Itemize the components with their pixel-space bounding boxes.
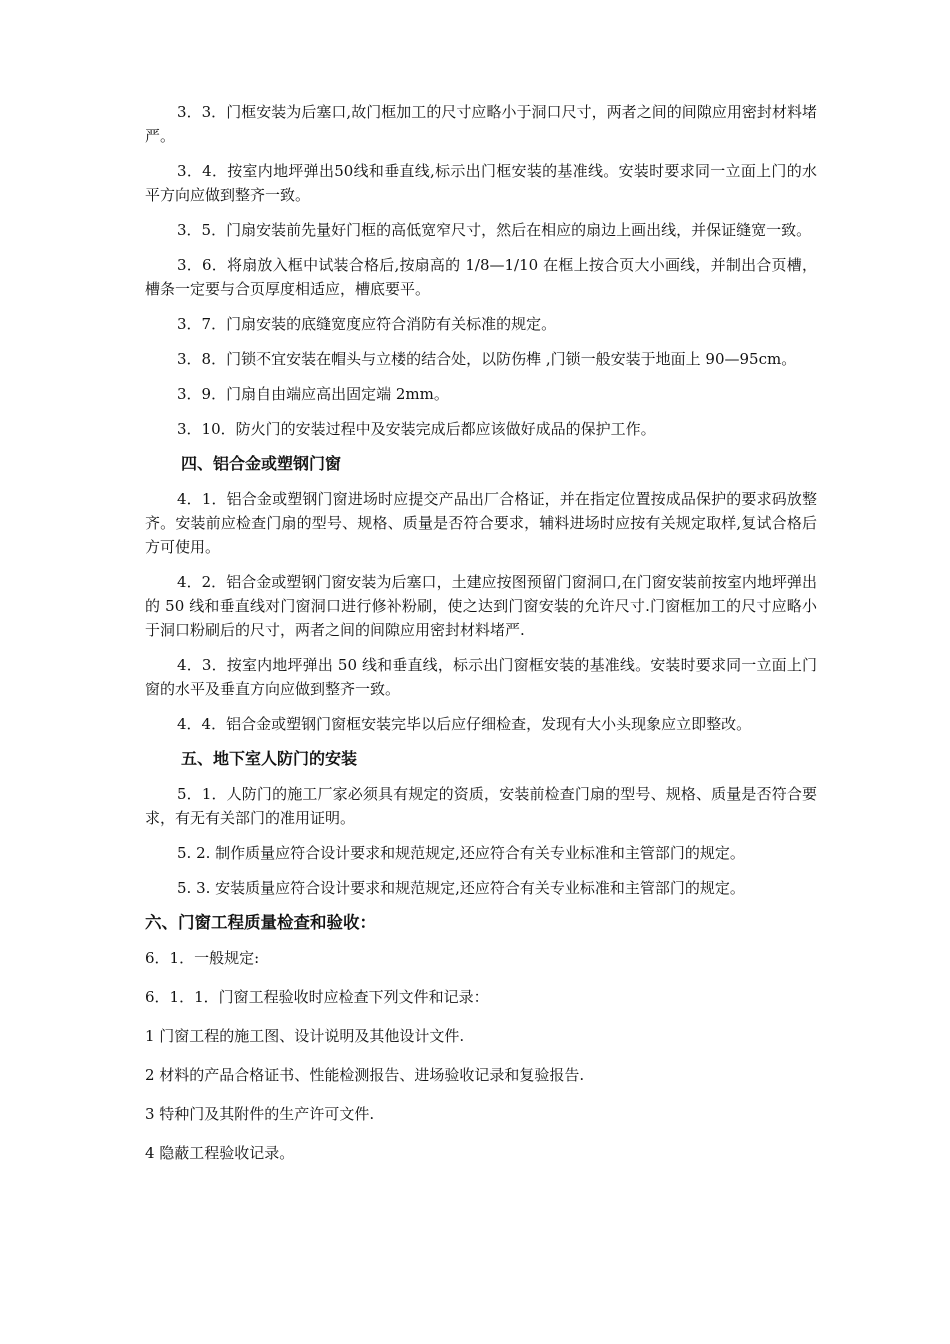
section-heading-5: 五、地下室人防门的安装 bbox=[181, 749, 358, 768]
paragraph-3-10: 3．10．防火门的安装过程中及安装完成后都应该做好成品的保护工作。 bbox=[177, 420, 656, 438]
paragraph-3-9: 3．9．门扇自由端应高出固定端 2mm。 bbox=[177, 385, 449, 403]
paragraph-6-1: 6．1．一般规定: bbox=[145, 949, 260, 967]
section-heading-4: 四、铝合金或塑钢门窗 bbox=[181, 454, 342, 473]
paragraph-5-2: 5. 2. 制作质量应符合设计要求和规范规定,还应符合有关专业标准和主管部门的规定。 bbox=[177, 844, 745, 862]
paragraph-3-4: 3．4．按室内地坪弹出50线和垂直线,标示出门框安装的基准线。安装时要求同一立面上门的水平方向应做到整齐一致。 bbox=[145, 162, 817, 204]
document-page bbox=[145, 100, 817, 1180]
list-item-3: 3 特种门及其附件的生产许可文件. bbox=[145, 1105, 375, 1123]
section-heading-6: 六、门窗工程质量检查和验收： bbox=[145, 913, 376, 932]
paragraph-5-3: 5. 3. 安装质量应符合设计要求和规范规定,还应符合有关专业标准和主管部门的规定。 bbox=[177, 879, 745, 897]
paragraph-4-4: 4．4．铝合金或塑钢门窗框安装完毕以后应仔细检查，发现有大小头现象应立即整改。 bbox=[177, 715, 752, 733]
paragraph-3-7: 3．7．门扇安装的底缝宽度应符合消防有关标准的规定。 bbox=[177, 315, 557, 333]
paragraph-3-3: 3．3．门框安装为后塞口,故门框加工的尺寸应略小于洞口尺寸，两者之间的间隙应用密封材料堵严。 bbox=[145, 103, 817, 145]
paragraph-5-1: 5．1．人防门的施工厂家必须具有规定的资质，安装前检查门扇的型号、规格、质量是否符合要求，有无有关部门的准用证明。 bbox=[145, 785, 817, 827]
paragraph-4-3: 4．3．按室内地坪弹出 50 线和垂直线，标示出门窗框安装的基准线。安装时要求同一立面上门窗的水平及垂直方向应做到整齐一致。 bbox=[145, 656, 817, 698]
list-item-2: 2 材料的产品合格证书、性能检测报告、进场验收记录和复验报告. bbox=[145, 1066, 585, 1084]
paragraph-6-1-1: 6．1．1．门窗工程验收时应检查下列文件和记录： bbox=[145, 988, 489, 1006]
paragraph-3-6: 3．6．将扇放入框中试装合格后,按扇高的 1/8—1/10 在框上按合页大小画线，并制出合页槽，槽条一定要与合页厚度相适应，槽底要平。 bbox=[145, 256, 817, 298]
list-item-4: 4 隐蔽工程验收记录。 bbox=[145, 1144, 295, 1162]
paragraph-3-8: 3．8．门锁不宜安装在帽头与立楼的结合处，以防伤榫 ,门锁一般安装于地面上 90—95cm。 bbox=[177, 350, 797, 368]
paragraph-3-5: 3．5．门扇安装前先量好门框的高低宽窄尺寸，然后在相应的扇边上画出线，并保证缝宽一致。 bbox=[177, 221, 812, 239]
paragraph-4-2: 4．2．铝合金或塑钢门窗安装为后塞口，土建应按图预留门窗洞口,在门窗安装前按室内地坪弹出的 50 线和垂直线对门窗洞口进行修补粉刷，使之达到门窗安装的允许尺寸.门窗框加工的尺寸应略小于洞口粉刷后的尺寸，两者之间的间隙应用密封材料堵严. bbox=[145, 573, 817, 639]
list-item-1: 1 门窗工程的施工图、设计说明及其他设计文件. bbox=[145, 1027, 465, 1045]
paragraph-4-1: 4．1．铝合金或塑钢门窗进场时应提交产品出厂合格证，并在指定位置按成品保护的要求码放整齐。安装前应检查门扇的型号、规格、质量是否符合要求，辅料进场时应按有关规定取样,复试合格后方可使用。 bbox=[145, 490, 817, 556]
